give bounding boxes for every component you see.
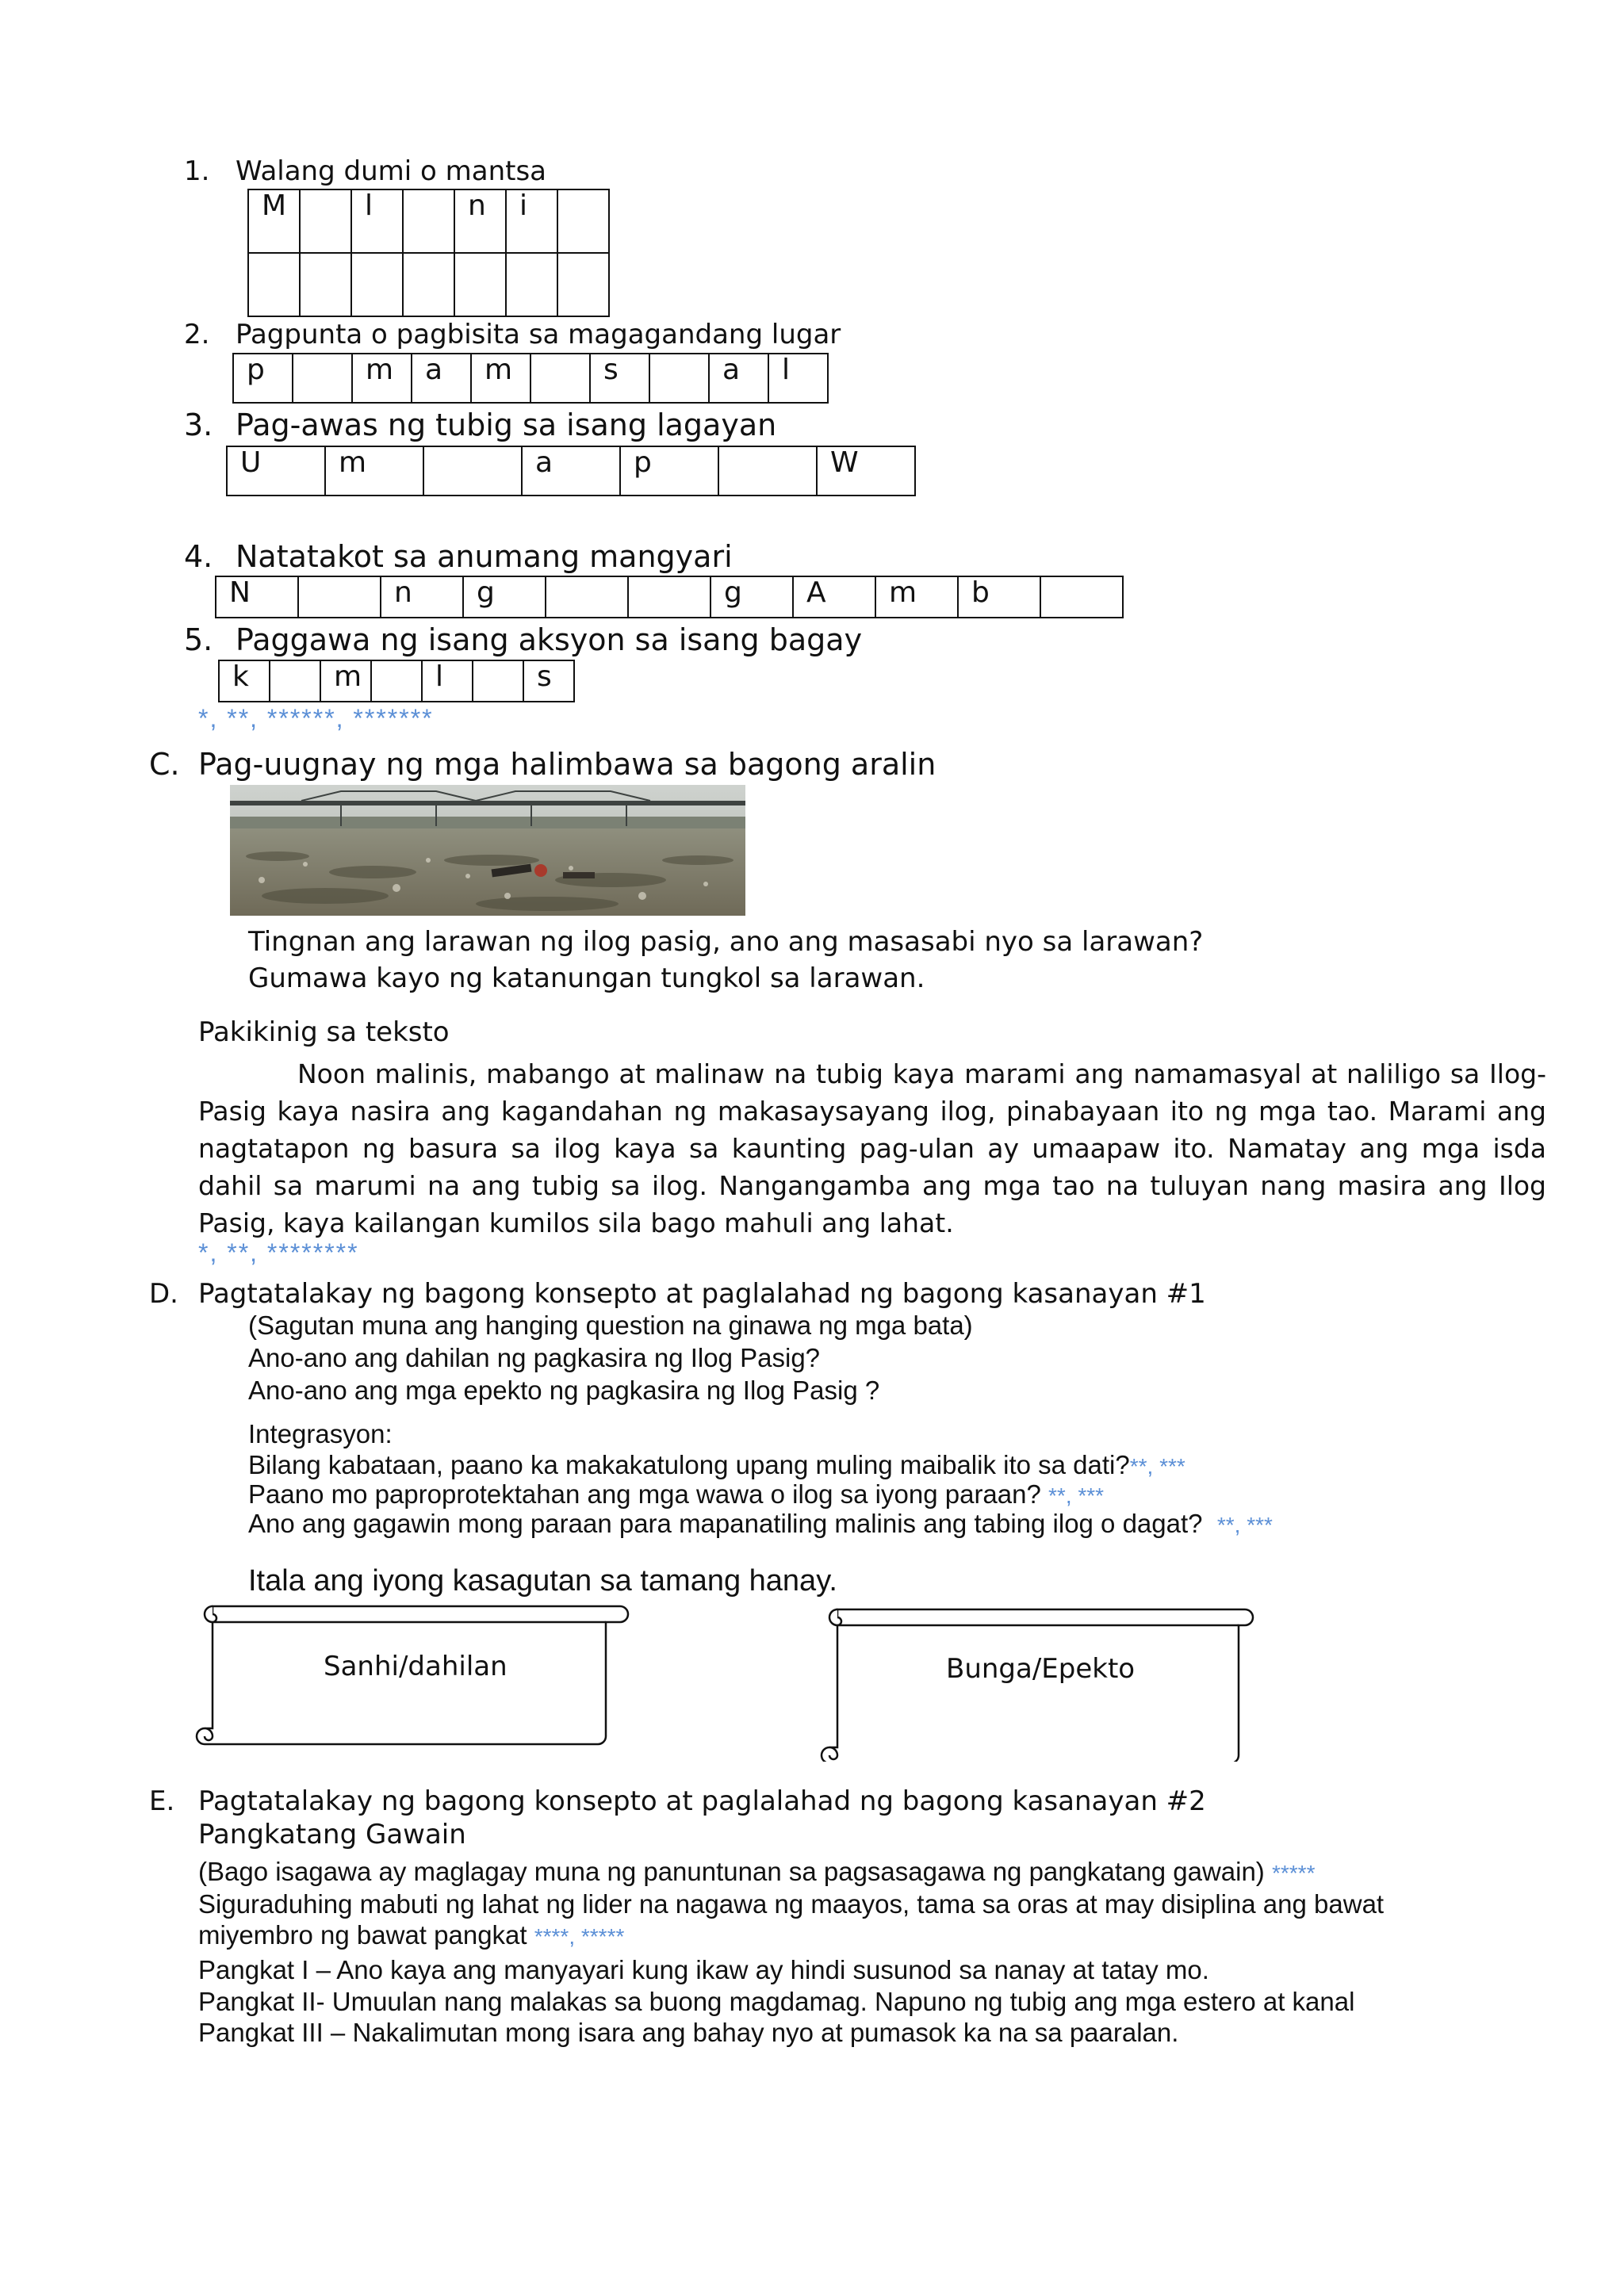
letter-box[interactable] [506, 253, 557, 316]
letter-box[interactable]: A [793, 576, 875, 618]
picture-question-2: Gumawa kayo ng katanungan tungkol sa larawan. [248, 962, 925, 994]
letter-box[interactable] [423, 446, 522, 496]
letter-box[interactable]: m [875, 576, 958, 618]
letter-box[interactable]: W [817, 446, 915, 496]
item-1-number: 1. [184, 155, 210, 187]
integration-label: Integrasyon: [248, 1419, 393, 1448]
letter-box[interactable] [530, 354, 590, 403]
letter-box[interactable] [293, 354, 352, 403]
item-1-grid [247, 189, 610, 317]
letter-box[interactable]: n [454, 189, 506, 253]
letter-box[interactable]: k [219, 660, 270, 702]
picture-question-1: Tingnan ang larawan ng ilog pasig, ano ang masasabi nyo sa larawan? [248, 926, 1204, 958]
integration-q2-line [248, 1479, 1104, 1510]
grid-row [216, 576, 1123, 618]
grid-row [248, 189, 609, 253]
item-3-grid [226, 446, 916, 496]
integration-q1-stars: **, *** [1129, 1454, 1185, 1479]
letter-box[interactable] [1040, 576, 1123, 618]
letter-box[interactable] [473, 660, 523, 702]
letter-box[interactable]: g [463, 576, 546, 618]
section-e-letter: E. [149, 1785, 175, 1817]
letter-box[interactable]: b [958, 576, 1040, 618]
section-c-stars: *, **, ******** [198, 1238, 359, 1267]
section-d-letter: D. [149, 1278, 178, 1310]
item-4-grid [215, 576, 1124, 618]
section-d-line2: Ano-ano ang dahilan ng pagkasira ng Ilog Pasig? [248, 1343, 821, 1372]
letter-box[interactable]: m [471, 354, 530, 403]
answer-instruction: Itala ang iyong kasagutan sa tamang hanay. [248, 1564, 837, 1598]
section-e-line1 [198, 1857, 1315, 1887]
letter-box[interactable]: n [381, 576, 463, 618]
integration-q2-stars: **, *** [1048, 1483, 1105, 1508]
group-1-task: Pangkat I – Ano kaya ang manyayari kung ikaw ay hindi susunod sa nanay at tatay mo. [198, 1955, 1209, 1984]
grid-row [219, 660, 574, 702]
integration-q1: Bilang kabataan, paano ka makakatulong upang muling maibalik ito sa dati? [248, 1450, 1130, 1479]
section-e-line2: Siguraduhing mabuti ng lahat ng lider na nagawa ng maayos, tama sa oras at may disiplina ang bawat [198, 1889, 1385, 1919]
grid-row [248, 253, 609, 316]
letter-box[interactable]: a [412, 354, 471, 403]
letter-box[interactable]: p [233, 354, 293, 403]
letter-box[interactable]: U [227, 446, 325, 496]
item-3-clue: Pag-awas ng tubig sa isang lagayan [236, 408, 777, 442]
section-c-heading: Pag-uugnay ng mga halimbawa sa bagong aralin [198, 747, 936, 782]
section-b-stars: *, **, ******, ******* [198, 704, 434, 733]
item-2-number: 2. [184, 319, 210, 350]
letter-box[interactable]: g [710, 576, 793, 618]
letter-box[interactable]: a [522, 446, 620, 496]
pasig-river-photo [230, 785, 745, 916]
item-1-clue: Walang dumi o mantsa [236, 155, 546, 187]
item-3-number: 3. [184, 408, 213, 442]
letter-box[interactable] [403, 253, 454, 316]
grid-row [233, 354, 828, 403]
member-note: miyembro ng bawat pangkat [198, 1920, 527, 1950]
scroll-right-label: Bunga/Epekto [946, 1653, 1136, 1685]
letter-box[interactable]: i [506, 189, 557, 253]
letter-box[interactable] [557, 189, 609, 253]
item-4-number: 4. [184, 539, 213, 574]
letter-box[interactable]: N [216, 576, 298, 618]
letter-box[interactable] [649, 354, 709, 403]
section-d-line3: Ano-ano ang mga epekto ng pagkasira ng Ilog Pasig ? [248, 1376, 880, 1405]
letter-box[interactable] [403, 189, 454, 253]
group-2-task: Pangkat II- Umuulan nang malakas sa buong magdamag. Napuno ng tubig ang mga estero at kanal [198, 1987, 1355, 2016]
item-5-clue: Paggawa ng isang aksyon sa isang bagay [236, 622, 863, 657]
letter-box[interactable] [248, 253, 300, 316]
section-c-letter: C. [149, 747, 180, 782]
letter-box[interactable]: p [620, 446, 718, 496]
integration-q2: Paano mo paproprotektahan ang mga wawa o ilog sa iyong paraan? [248, 1479, 1041, 1509]
rules-note-stars: ***** [1271, 1861, 1316, 1885]
letter-box[interactable]: M [248, 189, 300, 253]
letter-box[interactable] [557, 253, 609, 316]
letter-box[interactable] [546, 576, 628, 618]
letter-box[interactable]: a [709, 354, 768, 403]
item-5-number: 5. [184, 622, 213, 657]
integration-q3-line [248, 1509, 1273, 1539]
letter-box[interactable]: s [590, 354, 649, 403]
item-2-grid [232, 353, 829, 404]
group-3-task: Pangkat III – Nakalimutan mong isara ang bahay nyo at pumasok ka na sa paaralan. [198, 2018, 1179, 2047]
letter-box[interactable]: m [320, 660, 371, 702]
item-2-clue: Pagpunta o pagbisita sa magagandang lugar [236, 319, 841, 350]
letter-box[interactable] [300, 253, 351, 316]
item-4-clue: Natatakot sa anumang mangyari [236, 539, 733, 574]
member-note-stars: ****, ***** [534, 1924, 625, 1949]
scroll-left-label: Sanhi/dahilan [324, 1651, 508, 1682]
section-e-sub: Pangkatang Gawain [198, 1819, 466, 1850]
letter-box[interactable] [454, 253, 506, 316]
section-d-line1: (Sagutan muna ang hanging question na ginawa ng mga bata) [248, 1311, 973, 1340]
integration-q3: Ano ang gagawin mong paraan para mapanatiling malinis ang tabing ilog o dagat? [248, 1509, 1203, 1538]
letter-box[interactable] [351, 253, 403, 316]
grid-row [227, 446, 915, 496]
letter-box[interactable]: s [523, 660, 574, 702]
letter-box[interactable]: m [325, 446, 423, 496]
letter-box[interactable]: l [422, 660, 473, 702]
section-e-heading: Pagtatalakay ng bagong konsepto at paglalahad ng bagong kasanayan #2 [198, 1785, 1206, 1817]
letter-box[interactable] [628, 576, 710, 618]
letter-box[interactable]: m [352, 354, 412, 403]
section-d-heading: Pagtatalakay ng bagong konsepto at paglalahad ng bagong kasanayan #1 [198, 1278, 1206, 1310]
letter-box[interactable] [371, 660, 422, 702]
item-5-grid [218, 660, 575, 702]
section-e-line3 [198, 1920, 624, 1950]
letter-box[interactable] [298, 576, 381, 618]
letter-box[interactable]: l [351, 189, 403, 253]
integration-q3-stars: **, *** [1216, 1513, 1273, 1537]
rules-note: (Bago isagawa ay maglagay muna ng panuntunan sa pagsasagawa ng pangkatang gawain) [198, 1857, 1265, 1886]
letter-box[interactable] [718, 446, 817, 496]
listening-passage: Noon malinis, mabango at malinaw na tubig kaya marami ang namamasyal at naliligo sa Ilog- Pasig kaya nasira ang kagandahan ng makasaysayang ilog, pinabayaan ito ng mga tao. Marami ang nagtatapon ng basura sa ilog kaya sa kaunting pag-ulan ay umaapaw ito. Namatay ang mga isda dahil sa marumi na ang tubig sa ilog. Nangangamba ang mga tao na tuluyan nang masira ang Ilog Pasig, kaya kailangan kumilos sila bago mahuli ang lahat. [198, 1058, 1546, 1238]
letter-box[interactable]: l [768, 354, 828, 403]
integration-q1-line [248, 1450, 1185, 1480]
listening-label: Pakikinig sa teksto [198, 1016, 450, 1048]
letter-box[interactable] [270, 660, 320, 702]
letter-box[interactable] [300, 189, 351, 253]
